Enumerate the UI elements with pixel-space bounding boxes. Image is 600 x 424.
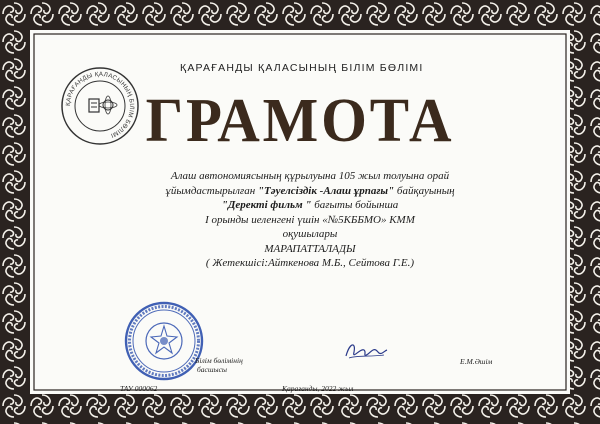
award-line-7: ( Жетекшісі:Айткенова М.Б., Сейтова Г.Е.)	[205, 257, 415, 269]
award-text	[150, 169, 470, 271]
organization-name: ҚАРАҒАНДЫ ҚАЛАСЫНЫҢ БІЛІМ БӨЛІМІ	[180, 62, 424, 74]
award-line-5: оқушылары	[282, 228, 338, 240]
award-line-3: "Деректі фильм " бағыты бойынша	[221, 199, 399, 211]
award-line-2: ұйымдастырылған "Тәуелсіздік -Алаш ұрпағы" байқауының	[165, 184, 455, 197]
signer-name: Е.М.Әшім	[460, 357, 493, 366]
registration-number: ТАУ 000062	[120, 384, 158, 393]
signer-position: Білім бөлімінің басшысы	[195, 356, 243, 374]
award-line-4: І орынды иеленгені үшін «№5КББМО» КММ	[205, 213, 415, 226]
place-and-date: Қарағанды, 2022 жыл	[282, 384, 354, 393]
signature-icon	[340, 338, 390, 364]
official-stamp-icon	[123, 300, 205, 382]
award-line-6: МАРАПАТТАЛАДЫ	[264, 242, 356, 255]
certificate-title: ГРАМОТА	[145, 87, 455, 155]
award-line-1: Алаш автономиясының құрылуына 105 жыл толуына орай	[170, 170, 450, 182]
seal-ring-text: ҚАРАҒАНДЫ ҚАЛАСЫНЫҢ БІЛІМ БӨЛІМІ	[64, 70, 136, 139]
